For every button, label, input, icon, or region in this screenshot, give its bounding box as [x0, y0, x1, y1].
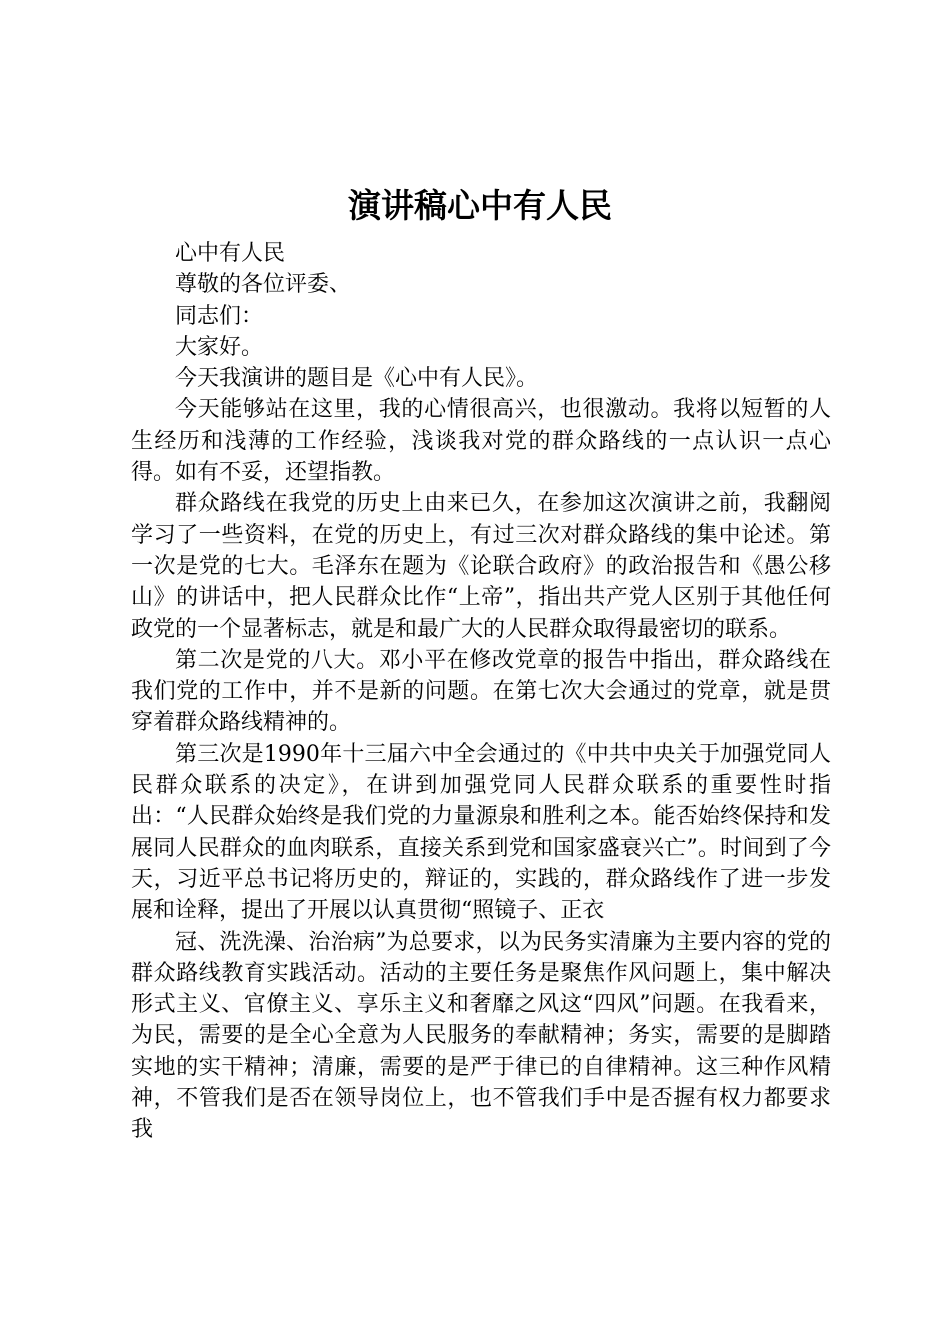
paragraph: 今天我演讲的题目是《心中有人民》。	[175, 366, 539, 392]
paragraph: 群众路线在我党的历史上由来已久，在参加这次演讲之前，我翻阅学习了一些资料，在党的历史上，有过三次对群众路线的集中论述。第一次是党的七大。毛泽东在题为《论联合政府》的政治报告和《愚公移山》的讲话中，把人民群众比作“上帝”，指出共产党人区别于其他任何政党的一个显著标志，就是和最广大的人民群众取得最密切的联系。	[131, 491, 831, 642]
paragraph: 今天能够站在这里，我的心情很高兴，也很激动。我将以短暂的人生经历和浅薄的工作经验，浅谈我对党的群众路线的一点认识一点心得。如有不妥，还望指教。	[131, 397, 831, 486]
paragraph: 冠、洗洗澡、治治病”为总要求，以为民务实清廉为主要内容的党的群众路线教育实践活动。活动的主要任务是聚焦作风问题上，集中解决形式主义、官僚主义、享乐主义和奢靡之风这“四风”问题。在我看来，为民，需要的是全心全意为人民服务的奉献精神；务实，需要的是脚踏实地的实干精神；清廉，需要的是严于律已的自律精神。这三种作风精神，不管我们是否在领导岗位上，也不管我们手中是否握有权力都要求我	[131, 929, 831, 1143]
paragraph: 第三次是1990年十三届六中全会通过的《中共中央关于加强党同人民群众联系的决定》，在讲到加强党同人民群众联系的重要性时指出：“人民群众始终是我们党的力量源泉和胜利之本。能否始终保持和发展同人民群众的血肉联系，直接关系到党和国家盛衰兴亡”。时间到了今天，习近平总书记将历史的，辩证的，实践的，群众路线作了进一步发展和诠释，提出了开展以认真贯彻“照镜子、正衣	[131, 741, 831, 924]
paragraph: 同志们：	[175, 303, 264, 329]
document-title: 演讲稿心中有人民	[348, 186, 612, 225]
paragraph: 大家好。	[175, 334, 264, 360]
document-body	[131, 238, 831, 1146]
paragraph: 心中有人民	[175, 241, 286, 266]
paragraph: 尊敬的各位评委、	[175, 272, 352, 298]
paragraph: 第二次是党的八大。邓小平在修改党章的报告中指出，群众路线在我们党的工作中，并不是新的问题。在第七次大会通过的党章，就是贯穿着群众路线精神的。	[131, 647, 831, 736]
